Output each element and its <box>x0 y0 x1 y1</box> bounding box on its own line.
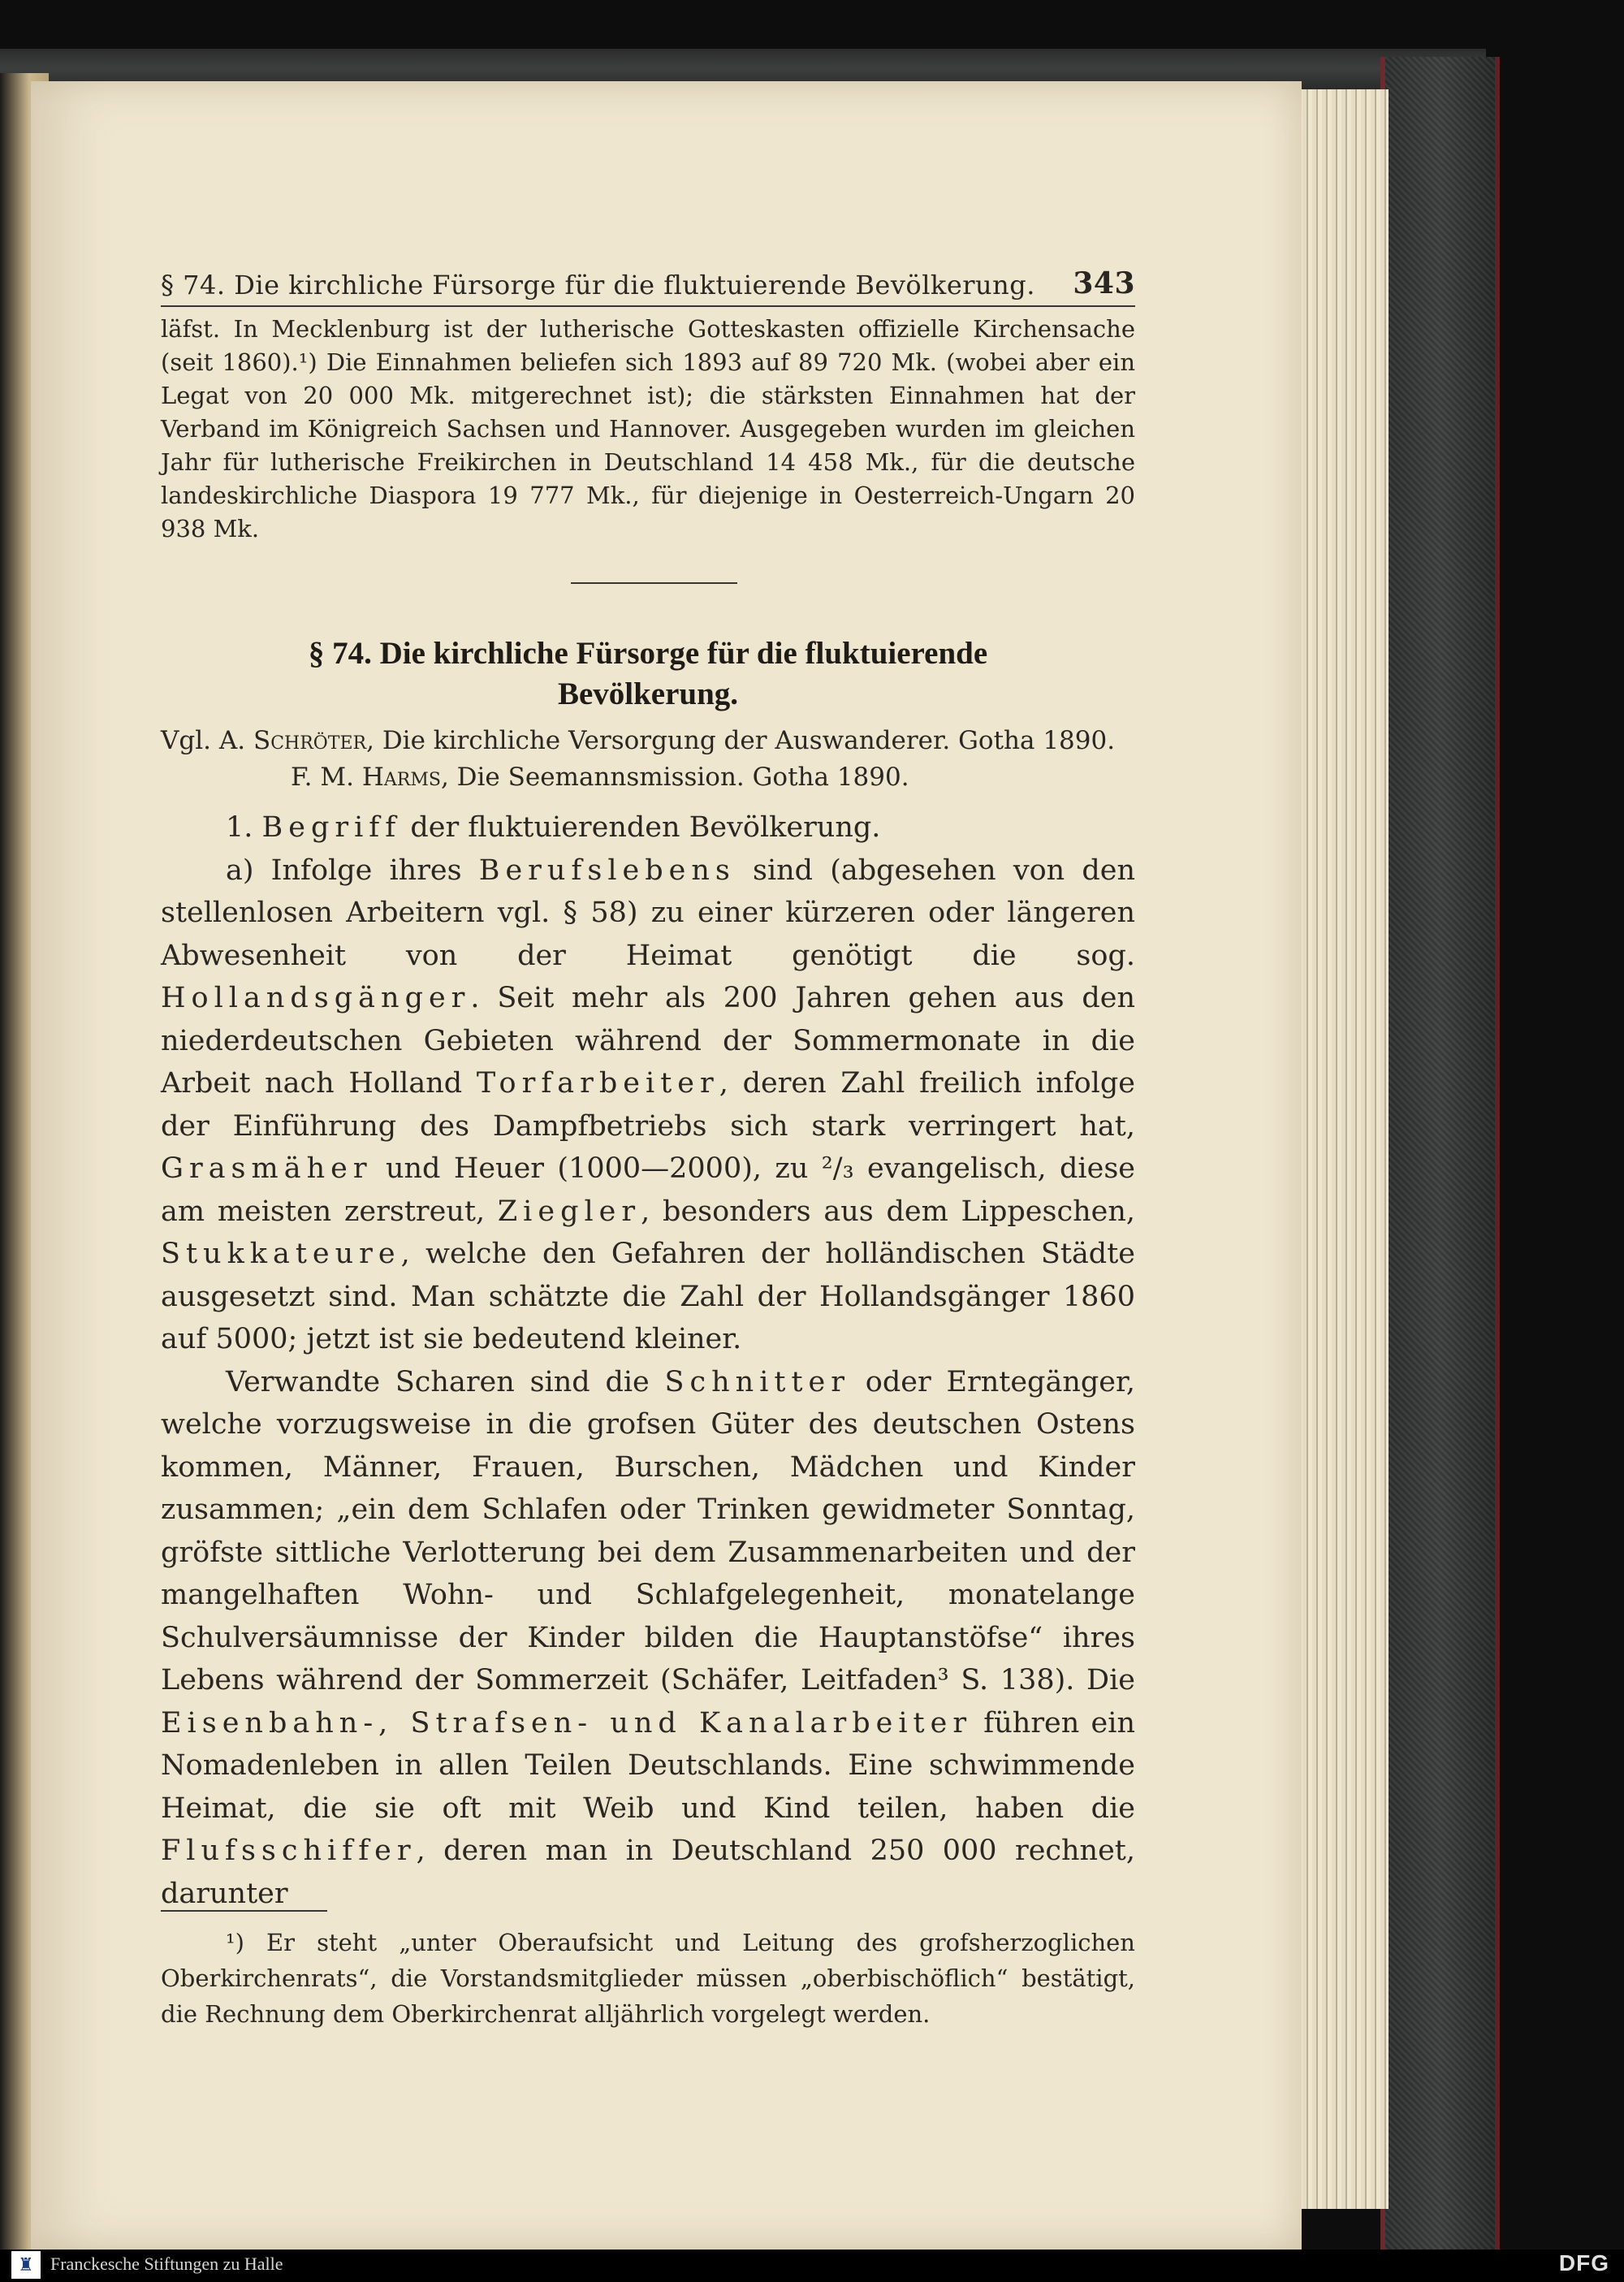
reference-author: Schröter <box>253 726 367 755</box>
intro-paragraph: läfst. In Mecklenburg ist der lutherische Gotteskasten offizielle Kirchensache (seit 1860).¹) Die Einnahmen beliefen sich 1893 auf 89 720 Mk. (wobei aber ein Legat von 20 000 Mk. mitgerechnet ist); die stärksten Einnahmen hat der Verband im Königreich Sachsen und Hannover. Ausgegeben wurden im gleichen Jahr für lutherische Freikirchen in Deutschland 14 458 Mk., für die deutsche landeskirchliche Diaspora 19 777 Mk., für diejenige in Oesterreich-Ungarn 20 938 Mk. <box>161 315 1143 542</box>
subheading: 1. Begriff der fluktuierenden Bevölkerung. <box>226 811 881 844</box>
footnote <box>161 1925 1135 2032</box>
body-text <box>161 806 1135 1915</box>
running-title: § 74. Die kirchliche Fürsorge für die fluktuierende Bevölkerung. <box>161 270 1035 300</box>
footnote-rule <box>161 1910 327 1912</box>
section-heading <box>161 633 1135 715</box>
section-heading-line2: Bevölkerung. <box>557 676 739 711</box>
dfg-logo[interactable]: DFG <box>1558 2250 1609 2276</box>
owner-label: Franckesche Stiftungen zu Halle <box>50 2254 283 2274</box>
paragraph-2: Verwandte Scharen sind die Schnitter oder Erntegänger, welche vorzugsweise in die grofsen Güter des deutschen Ostens kommen, Männer, Frauen, Burschen, Mädchen und Kinder zusammen; „ein dem Schlafen oder Trinken gewidmeter Sonntag, gröfste sittliche Verlotterung bei dem Zusammenarbeiten und der mangelhaften Wohn- und Schlafgelegenheit, monatelange Schulversäumnisse der Kinder bilden die Hauptanstöfse“ ihres Lebens während der Sommerzeit (Schäfer, Leitfaden³ S. 138). Die Eisenbahn-, Strafsen- und Kanalarbeiter führen ein Nomadenleben in allen Teilen Deutschlands. Eine schwimmende Heimat, die sie oft mit Weib und Kind teilen, haben die Flufsschiffer, deren man in Deutschland 250 000 rechnet, darunter <box>161 1365 1135 1910</box>
book-cover-right <box>1380 57 1500 2250</box>
references <box>161 723 1135 796</box>
section-heading-line1: § 74. Die kirchliche Fürsorge für die fluktuierende <box>308 636 988 671</box>
institution-logo-icon[interactable]: ♜ <box>11 2251 41 2279</box>
book-page <box>31 81 1302 2250</box>
reference-author: Harms <box>361 763 441 792</box>
page-number: 343 <box>1073 266 1135 300</box>
reference-2: F. M. Harms, Die Seemannsmission. Gotha 1890. <box>291 763 909 792</box>
footnote-text: ¹) Er steht „unter Oberaufsicht und Leitung des grofsherzoglichen Oberkirchenrats“, die Vorstandsmitglieder müssen „oberbischöflich“ bestätigt, die Rechnung dem Oberkirchenrat alljährlich vorgelegt werden. <box>161 1929 1135 2028</box>
reference-1: Vgl. A. Schröter, Die kirchliche Versorgung der Auswanderer. Gotha 1890. <box>161 726 1116 755</box>
section-divider <box>571 582 737 584</box>
paragraph-1: a) Infolge ihres Berufslebens sind (abgesehen von den stellenlosen Arbeitern vgl. § 58) zu einer kürzeren oder längeren Abwesenheit von der Heimat genötigt die sog. Hollandsgänger. Seit mehr als 200 Jahren gehen aus den niederdeutschen Gebieten während der Sommermonate in die Arbeit nach Holland Torfarbeiter, deren Zahl freilich infolge der Einführung des Dampfbetriebs sich stark verringert hat, Grasmäher und Heuer (1000—2000), zu ²/₃ evangelisch, diese am meisten zerstreut, Ziegler, besonders aus dem Lippeschen, Stukkateure, welche den Gefahren der holländischen Städte ausgesetzt sind. Man schätzte die Zahl der Hollandsgänger 1860 auf 5000; jetzt ist sie bedeutend kleiner. <box>161 854 1135 1355</box>
running-header <box>161 252 1135 307</box>
